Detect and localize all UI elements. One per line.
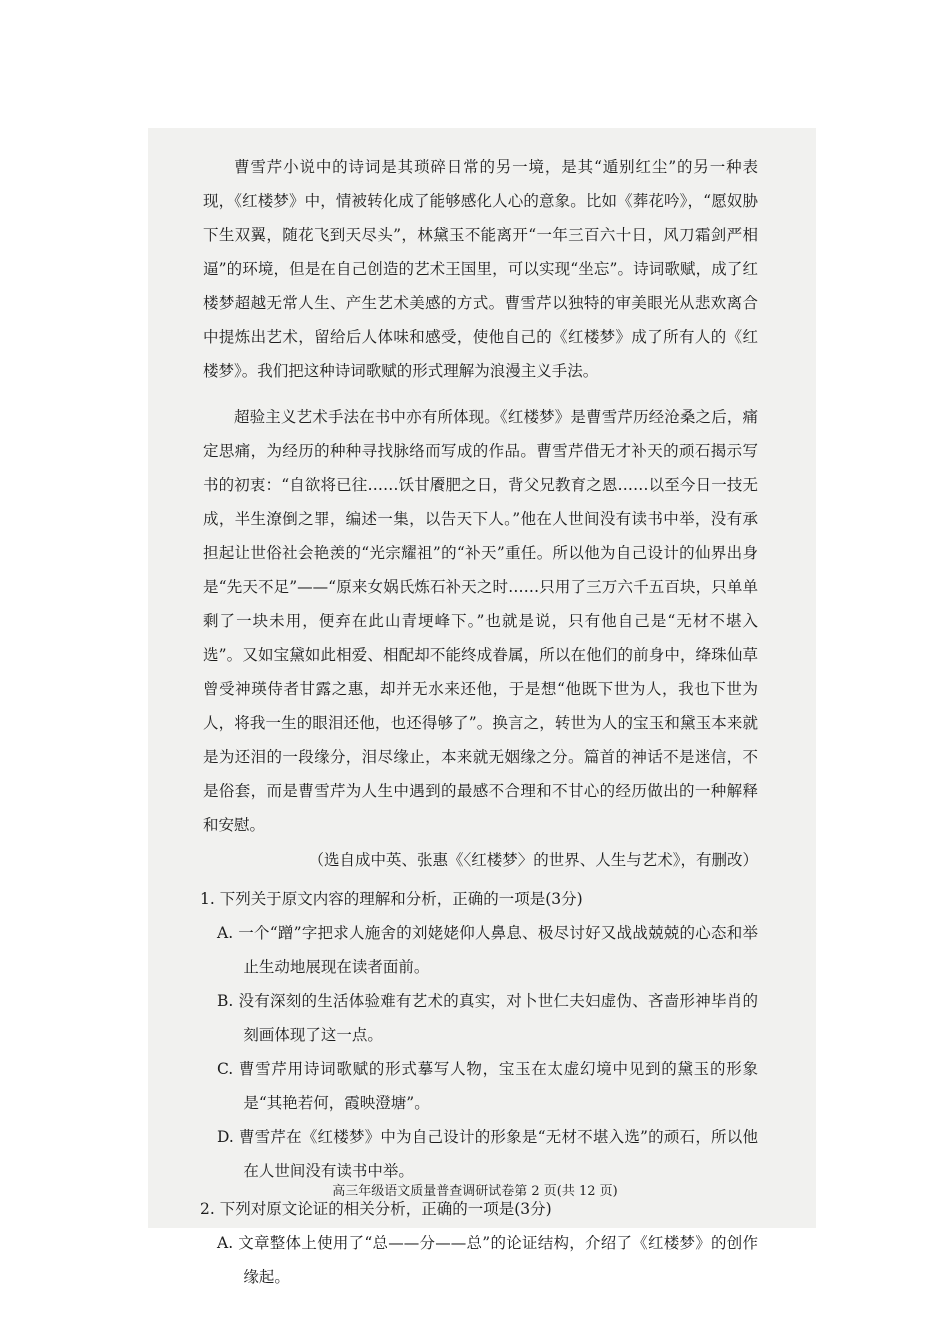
passage-paragraph-2: 超验主义艺术手法在书中亦有所体现。《红楼梦》是曹雪芹历经沧桑之后，痛定思痛，为经历的种种寻找脉络而写成的作品。曹雪芹借无才补天的顽石揭示写书的初衷：“自欲将已往……饫甘餍肥之日，背父兄教育之恩……以至今日一技无成，半生潦倒之罪，编述一集，以告天下人。”他在人世间没有读书中举，没有承担起让世俗社会艳羡的“光宗耀祖”的“补天”重任。所以他为自己设计的仙界出身是“先天不足”——“原来女娲氏炼石补天之时……只用了三万六千五百块，只单单剩了一块未用，便弃在此山青埂峰下。”也就是说，只有他自己是“无材不堪入选”。又如宝黛如此相爱、相配却不能终成眷属，所以在他们的前身中，绛珠仙草曾受神瑛侍者甘露之惠，却并无水来还他，于是想“他既下世为人，我也下世为人，将我一生的眼泪还他，也还得够了”。换言之，转世为人的宝玉和黛玉本来就是为还泪的一段缘分，泪尽缘止，本来就无姻缘之分。篇首的神话不是迷信，不是俗套，而是曹雪芹为人生中遇到的最感不合理和不甘心的经历做出的一种解释和安慰。 [203,408,758,834]
question-1-option-b: B. 没有深刻的生活体验难有艺术的真实，对卜世仁夫妇虚伪、吝啬形神毕肖的刻画体现了这一点。 [217,992,758,1044]
question-2-option-a: A. 文章整体上使用了“总——分——总”的论证结构，介绍了《红楼梦》的创作缘起。 [217,1234,758,1286]
question-1-option-c: C. 曹雪芹用诗词歌赋的形式摹写人物，宝玉在太虚幻境中见到的黛玉的形象是“其艳若何，霞映澄塘”。 [217,1060,758,1112]
page-content [200,150,758,1294]
page-footer: 高三年级语文质量普查调研试卷第 2 页(共 12 页) [332,1184,618,1199]
question-2-stem: 2. 下列对原文论证的相关分析，正确的一项是(3分) [200,1200,552,1218]
passage-paragraph-1: 曹雪芹小说中的诗词是其琐碎日常的另一境，是其“遁别红尘”的另一种表现，《红楼梦》中，情被转化成了能够感化人心的意象。比如《葬花吟》，“愿奴胁下生双翼，随花飞到天尽头”，林黛玉不能离开“一年三百六十日，风刀霜剑严相逼”的环境，但是在自己创造的艺术王国里，可以实现“坐忘”。诗词歌赋，成了红楼梦超越无常人生、产生艺术美感的方式。曹雪芹以独特的审美眼光从悲欢离合中提炼出艺术，留给后人体味和感受，使他自己的《红楼梦》成了所有人的《红楼梦》。我们把这种诗词歌赋的形式理解为浪漫主义手法。 [203,158,758,380]
question-1-option-d: D. 曹雪芹在《红楼梦》中为自己设计的形象是“无材不堪入选”的顽石，所以他在人世间没有读书中举。 [217,1128,758,1180]
question-1-option-a: A. 一个“蹭”字把求人施舍的刘姥姥仰人鼻息、极尽讨好又战战兢兢的心态和举止生动地展现在读者面前。 [217,924,758,976]
passage-source: （选自成中英、张惠《〈红楼梦〉的世界、人生与艺术》，有删改） [308,851,758,869]
question-1-stem: 1. 下列关于原文内容的理解和分析，正确的一项是(3分) [200,890,583,908]
